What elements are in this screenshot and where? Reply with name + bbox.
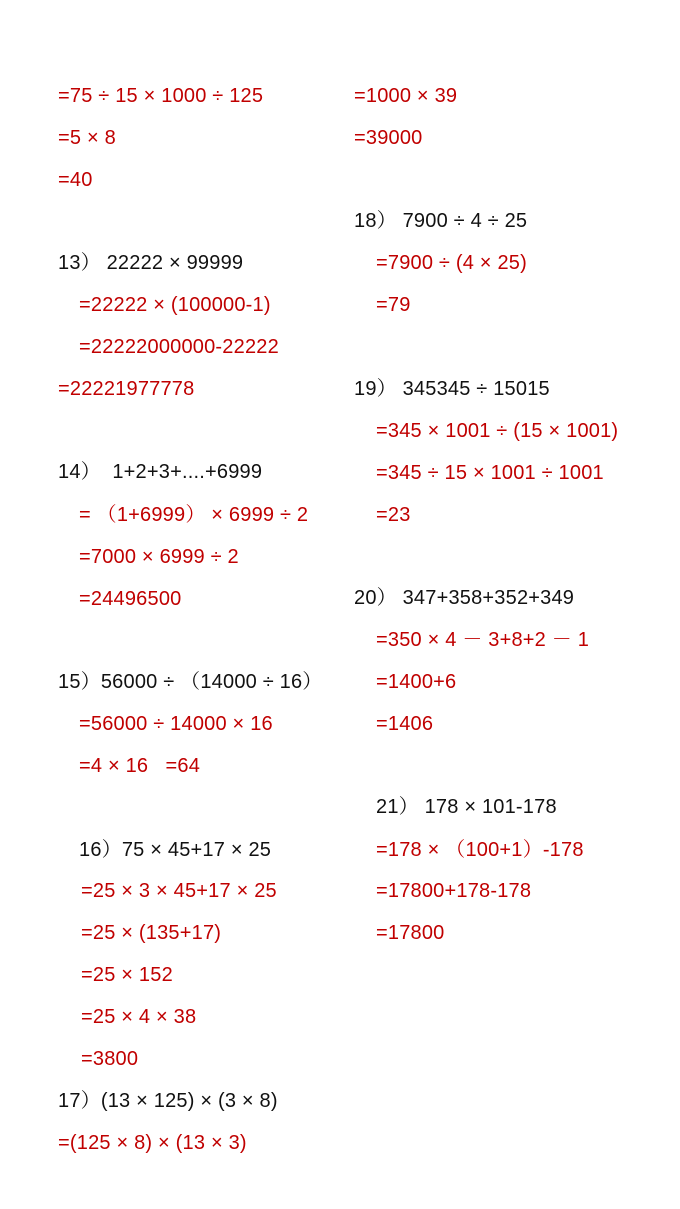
left-line-11: =24496500 [79, 588, 182, 610]
problem-17: 17）(13 × 125) × (3 × 8) [58, 1090, 278, 1112]
problem-15: 15）56000 ÷ （14000 ÷ 16） [58, 671, 323, 693]
left-line-18: =25 × 152 [81, 964, 173, 986]
left-line-3: =40 [58, 169, 93, 191]
problem-18: 18） 7900 ÷ 4 ÷ 25 [354, 210, 528, 232]
left-line-5: =22222 × (100000-1) [79, 294, 271, 316]
left-line-6: =22222000000-22222 [79, 336, 279, 358]
right-line-4: =7900 ÷ (4 × 25) [376, 252, 527, 274]
right-line-7: =345 × 1001 ÷ (15 × 1001) [376, 420, 619, 442]
problem-14: 14） 1+2+3+....+6999 [58, 461, 263, 483]
right-line-2: =39000 [354, 127, 423, 149]
left-line-19: =25 × 4 × 38 [81, 1006, 197, 1028]
left-line-22: =(125 × 8) × (13 × 3) [58, 1132, 247, 1154]
right-line-11: =350 × 4 － 3+8+2 － 1 [376, 629, 590, 651]
problem-13: 13） 22222 × 99999 [58, 252, 244, 274]
right-line-15: =178 × （100+1）-178 [376, 839, 584, 861]
right-line-16: =17800+178-178 [376, 880, 532, 902]
problem-21: 21） 178 × 101-178 [376, 796, 557, 818]
left-line-20: =3800 [81, 1048, 139, 1070]
problem-16: 16）75 × 45+17 × 25 [79, 839, 272, 861]
left-line-9: = （1+6999） × 6999 ÷ 2 [79, 504, 309, 526]
right-line-12: =1400+6 [376, 671, 457, 693]
left-line-7: =22221977778 [58, 378, 195, 400]
right-line-1: =1000 × 39 [354, 85, 458, 107]
right-line-5: =79 [376, 294, 411, 316]
right-line-8: =345 ÷ 15 × 1001 ÷ 1001 [376, 462, 604, 484]
left-line-13: =56000 ÷ 14000 × 16 [79, 713, 273, 735]
right-line-13: =1406 [376, 713, 434, 735]
left-line-10: =7000 × 6999 ÷ 2 [79, 546, 239, 568]
left-line-2: =5 × 8 [58, 127, 116, 149]
problem-20: 20） 347+358+352+349 [354, 587, 575, 609]
left-line-16: =25 × 3 × 45+17 × 25 [81, 880, 277, 902]
right-line-9: =23 [376, 504, 411, 526]
left-line-14: =4 × 16 =64 [79, 755, 201, 777]
left-line-17: =25 × (135+17) [81, 922, 222, 944]
left-line-1: =75 ÷ 15 × 1000 ÷ 125 [58, 85, 264, 107]
problem-19: 19） 345345 ÷ 15015 [354, 378, 550, 400]
right-line-17: =17800 [376, 922, 445, 944]
